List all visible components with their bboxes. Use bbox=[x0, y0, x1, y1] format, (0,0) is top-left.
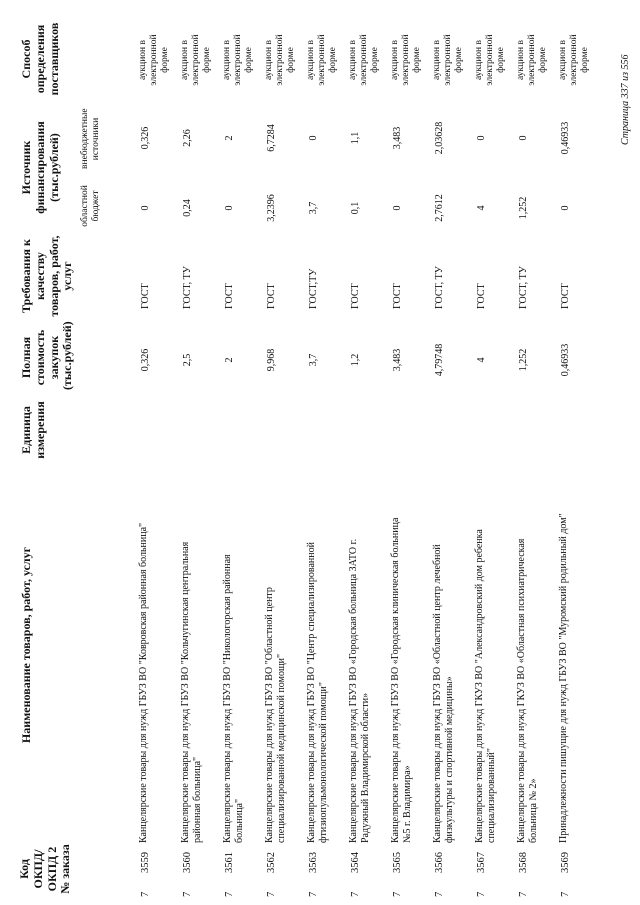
row-cost: 4 bbox=[476, 357, 487, 363]
row-number: 3566 bbox=[434, 852, 445, 873]
row-funding-oblast: 0,24 bbox=[182, 199, 193, 217]
row-name: Канцелярские товары для нужд ГБУЗ ВО «Городская клиническая больница №5 г. Владимира» bbox=[390, 517, 413, 843]
row-funding-oblast: 2,7612 bbox=[434, 194, 445, 222]
row-number: 3568 bbox=[518, 852, 529, 873]
table-row bbox=[558, 0, 594, 905]
header-cost: Полная стоимость закупок (тыс.рублей) bbox=[19, 321, 75, 390]
row-requirements: ГОСТ, ТУ bbox=[182, 266, 193, 309]
row-cost: 0,46933 bbox=[560, 343, 571, 377]
row-cost: 3,7 bbox=[308, 353, 319, 367]
row-code: 7 bbox=[392, 891, 403, 897]
table-row bbox=[264, 0, 300, 905]
row-funding-oblast: 0 bbox=[140, 205, 151, 211]
row-number: 3559 bbox=[140, 852, 151, 873]
row-code: 7 bbox=[140, 891, 151, 897]
row-cost: 9,968 bbox=[266, 348, 277, 372]
row-funding-oblast: 0 bbox=[392, 205, 403, 211]
table-row bbox=[432, 0, 468, 905]
row-code: 7 bbox=[518, 891, 529, 897]
row-requirements: ГОСТ, ТУ bbox=[434, 266, 445, 309]
row-funding-extra: 6,7284 bbox=[266, 124, 277, 152]
row-name: Канцелярские товары для нужд ГБУЗ ВО "Кольчугинская центральная районная больница" bbox=[180, 541, 203, 843]
table-row bbox=[474, 0, 510, 905]
table-row bbox=[306, 0, 342, 905]
row-requirements: ГОСТ bbox=[224, 283, 235, 309]
row-method: аукцион в электронной форме bbox=[390, 34, 422, 86]
row-cost: 2,5 bbox=[182, 353, 193, 367]
row-funding-extra: 0,46933 bbox=[560, 121, 571, 155]
row-requirements: ГОСТ bbox=[350, 283, 361, 309]
row-cost: 1,2 bbox=[350, 353, 361, 367]
row-code: 7 bbox=[476, 891, 487, 897]
row-name: Канцелярские товары для нужд ГБУЗ ВО "Ковровская районная больница" bbox=[138, 522, 149, 843]
row-name: Канцелярские товары для нужд ГКУЗ ВО "Александровский дом ребенка специализированный" bbox=[474, 529, 497, 843]
row-method: аукцион в электронной форме bbox=[348, 34, 380, 86]
row-method: аукцион в электронной форме bbox=[474, 34, 506, 86]
header-funding-extra: внебюджетные источники bbox=[80, 108, 101, 169]
row-method: аукцион в электронной форме bbox=[306, 34, 338, 86]
row-method: аукцион в электронной форме bbox=[222, 34, 254, 86]
row-code: 7 bbox=[434, 891, 445, 897]
row-method: аукцион в электронной форме bbox=[558, 34, 590, 86]
row-code: 7 bbox=[308, 891, 319, 897]
header-unit: Единица измерения bbox=[19, 401, 47, 459]
row-number: 3561 bbox=[224, 852, 235, 873]
row-funding-extra: 0 bbox=[476, 135, 487, 141]
row-number: 3563 bbox=[308, 852, 319, 873]
row-name: Принадлежности пишущие для нужд ГБУЗ ВО "Муромский родильный дом" bbox=[558, 513, 569, 843]
header-funding-oblast: областной бюджет bbox=[80, 185, 101, 227]
row-method: аукцион в электронной форме bbox=[180, 34, 212, 86]
row-funding-extra: 3,483 bbox=[392, 126, 403, 150]
row-cost: 1,252 bbox=[518, 348, 529, 372]
row-cost: 4,79748 bbox=[434, 343, 445, 377]
row-funding-oblast: 1,252 bbox=[518, 196, 529, 220]
table-row bbox=[516, 0, 552, 905]
row-requirements: ГОСТ bbox=[560, 283, 571, 309]
row-name: Канцелярские товары для нужд ГБУЗ ВО «Областной центр лечебной физкультуры и спортивной медицины» bbox=[432, 544, 455, 843]
header-funding: Источник финансирования (тыс.рублей) bbox=[19, 121, 61, 214]
table-row bbox=[138, 0, 174, 905]
table-row bbox=[348, 0, 384, 905]
row-number: 3564 bbox=[350, 852, 361, 873]
row-requirements: ГОСТ,ТУ bbox=[308, 268, 319, 309]
row-funding-extra: 0 bbox=[308, 135, 319, 141]
row-code: 7 bbox=[224, 891, 235, 897]
table-row bbox=[390, 0, 426, 905]
row-funding-extra: 2,26 bbox=[182, 129, 193, 147]
page-number: Страница 337 из 556 bbox=[620, 54, 631, 145]
row-funding-oblast: 3,7 bbox=[308, 201, 319, 215]
row-requirements: ГОСТ bbox=[476, 283, 487, 309]
row-funding-oblast: 0 bbox=[560, 205, 571, 211]
row-name: Канцелярские товары для нужд ГБУЗ ВО "Центр специализированной фтизиопульмонологической помощи" bbox=[306, 542, 329, 843]
row-number: 3569 bbox=[560, 852, 571, 873]
row-funding-oblast: 3,2396 bbox=[266, 194, 277, 222]
row-code: 7 bbox=[182, 891, 193, 897]
row-code: 7 bbox=[266, 891, 277, 897]
row-method: аукцион в электронной форме bbox=[516, 34, 548, 86]
row-name: Канцелярские товары для нужд ГБУЗ ВО "Областной центр специализированной медицинской помощи" bbox=[264, 587, 287, 843]
row-funding-extra: 0,326 bbox=[140, 126, 151, 150]
row-name: Канцелярские товары для нужд ГБУЗ ВО "Никологорская районная больница" bbox=[222, 554, 245, 843]
row-number: 3565 bbox=[392, 852, 403, 873]
row-method: аукцион в электронной форме bbox=[264, 34, 296, 86]
header-requirements: Требования к качеству товаров, работ, услуг bbox=[19, 235, 75, 317]
row-requirements: ГОСТ bbox=[266, 283, 277, 309]
row-cost: 3,483 bbox=[392, 348, 403, 372]
row-code: 7 bbox=[560, 891, 571, 897]
header-name: Наименование товаров, работ, услуг bbox=[19, 546, 33, 744]
row-name: Канцелярские товары для нужд ГКУЗ ВО «Областная психиатрическая больница № 2» bbox=[516, 538, 539, 843]
row-funding-extra: 1,1 bbox=[350, 131, 361, 145]
row-number: 3560 bbox=[182, 852, 193, 873]
table-row bbox=[222, 0, 258, 905]
table-row bbox=[180, 0, 216, 905]
row-method: аукцион в электронной форме bbox=[432, 34, 464, 86]
row-number: 3562 bbox=[266, 852, 277, 873]
row-requirements: ГОСТ bbox=[392, 283, 403, 309]
row-requirements: ГОСТ, ТУ bbox=[518, 266, 529, 309]
row-funding-extra: 0 bbox=[518, 135, 529, 141]
row-method: аукцион в электронной форме bbox=[138, 34, 170, 86]
row-funding-extra: 2 bbox=[224, 135, 235, 141]
row-cost: 0,326 bbox=[140, 348, 151, 372]
row-code: 7 bbox=[350, 891, 361, 897]
row-funding-oblast: 0,1 bbox=[350, 201, 361, 215]
header-method: Способ определения поставщиков bbox=[19, 22, 61, 96]
row-funding-oblast: 4 bbox=[476, 205, 487, 211]
row-funding-extra: 2,03628 bbox=[434, 121, 445, 155]
row-cost: 2 bbox=[224, 357, 235, 363]
header-code: Код ОКПД/ ОКПД 2 № заказа bbox=[17, 844, 73, 894]
row-name: Канцелярские товары для нужд ГБУЗ ВО «Городская больница ЗАТО г. Радужный Владимирской области» bbox=[348, 538, 371, 843]
row-funding-oblast: 0 bbox=[224, 205, 235, 211]
row-number: 3567 bbox=[476, 852, 487, 873]
row-requirements: ГОСТ bbox=[140, 283, 151, 309]
